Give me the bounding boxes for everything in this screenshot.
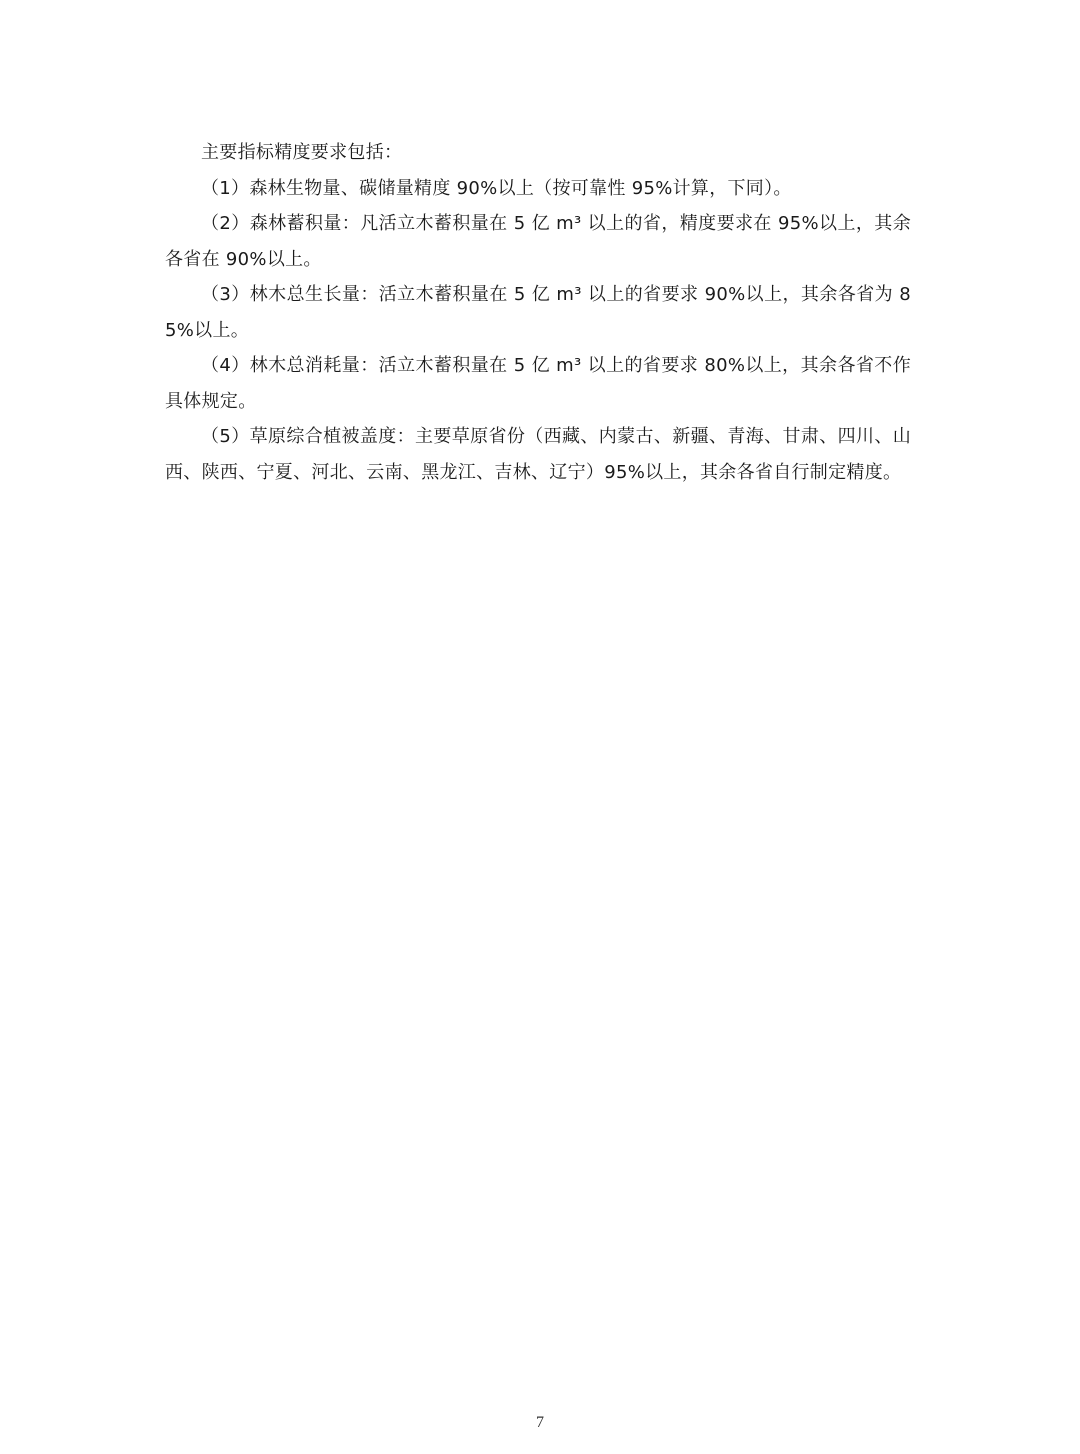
item-3-paragraph: （3）林木总生长量：活立木蓄积量在 5 亿 m³ 以上的省要求 90%以上，其余各省为 85%以上。 xyxy=(165,284,911,341)
intro-paragraph: 主要指标精度要求包括： xyxy=(201,142,403,163)
item-5-paragraph: （5）草原综合植被盖度：主要草原省份（西藏、内蒙古、新疆、青海、甘肃、四川、山西、陕西、宁夏、河北、云南、黑龙江、吉林、辽宁）95%以上，其余各省自行制定精度。 xyxy=(165,426,911,483)
item-1-paragraph: （1）森林生物量、碳储量精度 90%以上（按可靠性 95%计算，下同）。 xyxy=(201,177,792,199)
page-number: 7 xyxy=(536,1414,544,1431)
item-2-paragraph: （2）森林蓄积量：凡活立木蓄积量在 5 亿 m³ 以上的省，精度要求在 95%以上，其余各省在 90%以上。 xyxy=(165,213,911,270)
document-body xyxy=(165,135,911,490)
item-4-paragraph: （4）林木总消耗量：活立木蓄积量在 5 亿 m³ 以上的省要求 80%以上，其余各省不作具体规定。 xyxy=(165,355,911,412)
